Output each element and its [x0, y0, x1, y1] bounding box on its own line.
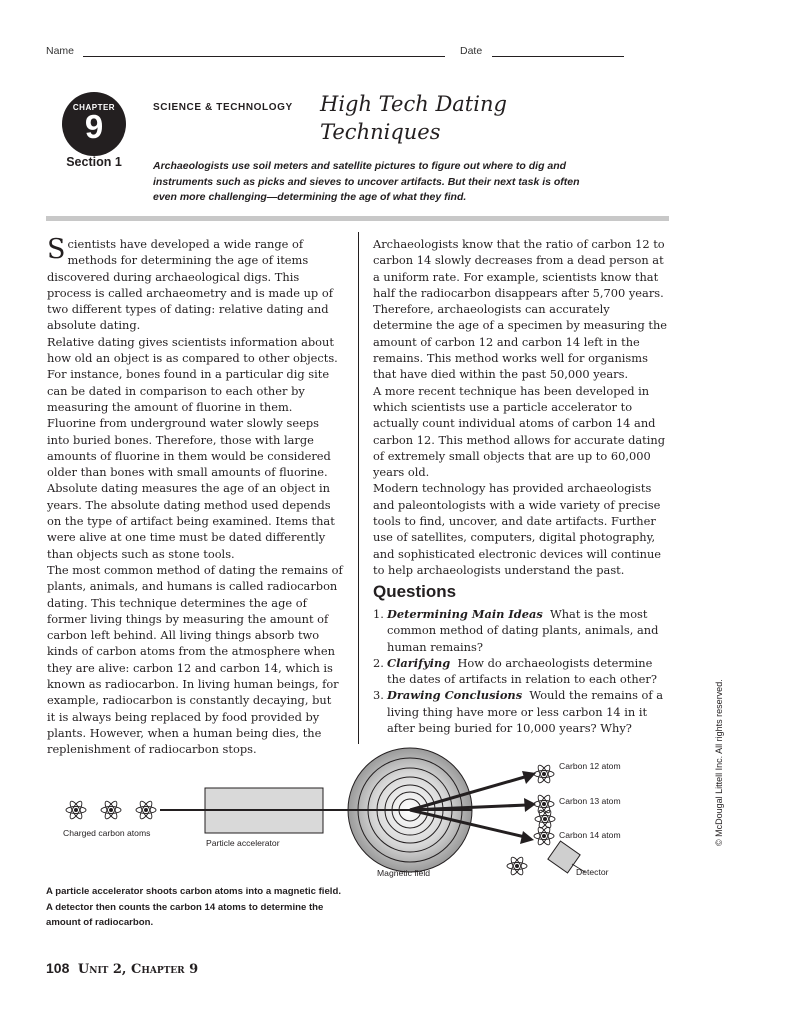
label-carbon-12: Carbon 12 atom [559, 761, 621, 771]
question-item [373, 687, 669, 736]
chapter-number: 9 [84, 108, 104, 145]
paragraph: Absolute dating measures the age of an object in years. The absolute dating method used depends on the type of artifact being examined. Items that were alive at one time must be dated differently than objects such as stone tools. [47, 481, 335, 561]
kicker: SCIENCE & TECHNOLOGY [153, 102, 293, 113]
intro-text: Archaeologists use soil meters and satellite pictures to figure out where to dig and instruments such as picks and sieves to uncover artifacts. But their next task is often even more challenging—determining the age of what they find. [153, 160, 580, 203]
question-number: 2. [373, 655, 384, 670]
label-magnetic-field: Magnetic field [377, 868, 431, 878]
questions-heading: Questions [373, 582, 457, 601]
date-field-line[interactable] [492, 56, 624, 57]
label-detector: Detector [576, 867, 609, 877]
drop-cap: S [47, 234, 66, 265]
date-label: Date [460, 45, 483, 57]
atom-icon [101, 800, 121, 821]
atom-icon [136, 800, 156, 821]
page-title [320, 90, 620, 146]
paragraph: A more recent technique has been developed in which scientists use a particle accelerator to actually count individual atoms of carbon 14 and carbon 12. This method allows for accurate dating of extremely small objects that are up to 60,000 years old. [373, 383, 666, 480]
paragraph: The most common method of dating the remains of plants, animals, and humans is called radiocarbon dating. This technique determines the age of former living things by measuring the amount of carbon left behind. All living things absorb two kinds of carbon atoms from the atmosphere when they are alive: carbon 12 and carbon 14, which is known as radiocarbon. In living human beings, for example, radiocarbon is constantly decaying, but it is always being replaced by food provided by plants. However, when a human being dies, the replenishment of radiocarbon stops. [47, 562, 343, 757]
header-rule [46, 216, 669, 221]
paragraph: Archaeologists know that the ratio of carbon 12 to carbon 14 slowly decreases from a dead person at a uniform rate. For example, scientists know that half the radiocarbon disappears after 5,700 years. Therefore, archaeologists can accurately determine the age of a specimen by measuring the amount of carbon 12 and carbon 14 left in the remains. This method works well for organisms that have died within the past 50,000 years. [373, 237, 668, 382]
paragraph: Relative dating gives scientists information about how old an object is as compared to other objects. For instance, bones found in a particular dig site can be dated in comparison to each other by measuring the amount of fluorine in them. Fluorine from underground water slowly seeps into buried bones. Therefore, those with large amounts of fluorine in them would be considered older than bones with small amounts of fluorine. [47, 334, 338, 480]
label-charged-atoms: Charged carbon atoms [63, 828, 151, 838]
question-text: Would the remains of a living thing have more or less carbon 14 in it after being buried for 10,000 years? Why? [387, 688, 664, 736]
paragraph-text: cientists have developed a wide range of methods for determining the age of items discovered during archaeological digs. This process is called archaeometry and is made up of two different types of dating: relative dating and absolute dating. [47, 237, 333, 333]
question-text: What is the most common method of dating plants, animals, and human remains? [387, 607, 659, 654]
question-label: Determining Main Ideas [387, 607, 543, 621]
label-accelerator: Particle accelerator [206, 838, 280, 848]
footer-unit: Unit 2, Chapter 9 [77, 962, 199, 977]
chapter-label: CHAPTER [72, 103, 116, 112]
copyright-notice: © McDougal Littell Inc. All rights reserved. [714, 679, 724, 846]
page-number: 108 [46, 960, 70, 976]
paragraph [47, 236, 343, 334]
figure-caption: A particle accelerator shoots carbon atoms into a magnetic field. A detector then counts the carbon 14 atoms to determine the amount of radiocarbon. [46, 886, 341, 928]
paragraph: Modern technology has provided archaeologists and paleontologists with a wide variety of precise tools to find, uncover, and date artifacts. Further use of satellites, computers, digital photography, and sophisticated electronic devices will continue to help archaeologists understand the past. [373, 481, 662, 577]
label-carbon-14: Carbon 14 atom [559, 830, 621, 840]
atom-icon [66, 800, 86, 821]
question-label: Clarifying [387, 655, 451, 670]
label-carbon-13: Carbon 13 atom [559, 796, 621, 806]
chapter-badge [62, 92, 126, 156]
atom-icon [507, 856, 527, 877]
question-number: 3. [373, 688, 384, 703]
question-number: 1. [373, 607, 384, 621]
question-item [373, 606, 669, 655]
section-label: Section 1 [66, 155, 122, 169]
question-text: How do archaeologists determine the dates of artifacts in relation to each other? [387, 655, 657, 687]
title-line-1: High Tech Dating [320, 92, 507, 116]
column-divider [358, 232, 359, 744]
name-field-line[interactable] [83, 56, 445, 57]
left-column [47, 236, 343, 758]
question-item [373, 655, 669, 688]
name-label: Name [46, 45, 75, 57]
question-label: Drawing Conclusions [387, 688, 523, 703]
questions-list [373, 606, 669, 736]
page-footer [46, 960, 198, 977]
right-column [373, 236, 669, 578]
atom-icon [534, 826, 554, 847]
title-line-2: Techniques [320, 120, 441, 144]
atom-icon [534, 764, 554, 785]
